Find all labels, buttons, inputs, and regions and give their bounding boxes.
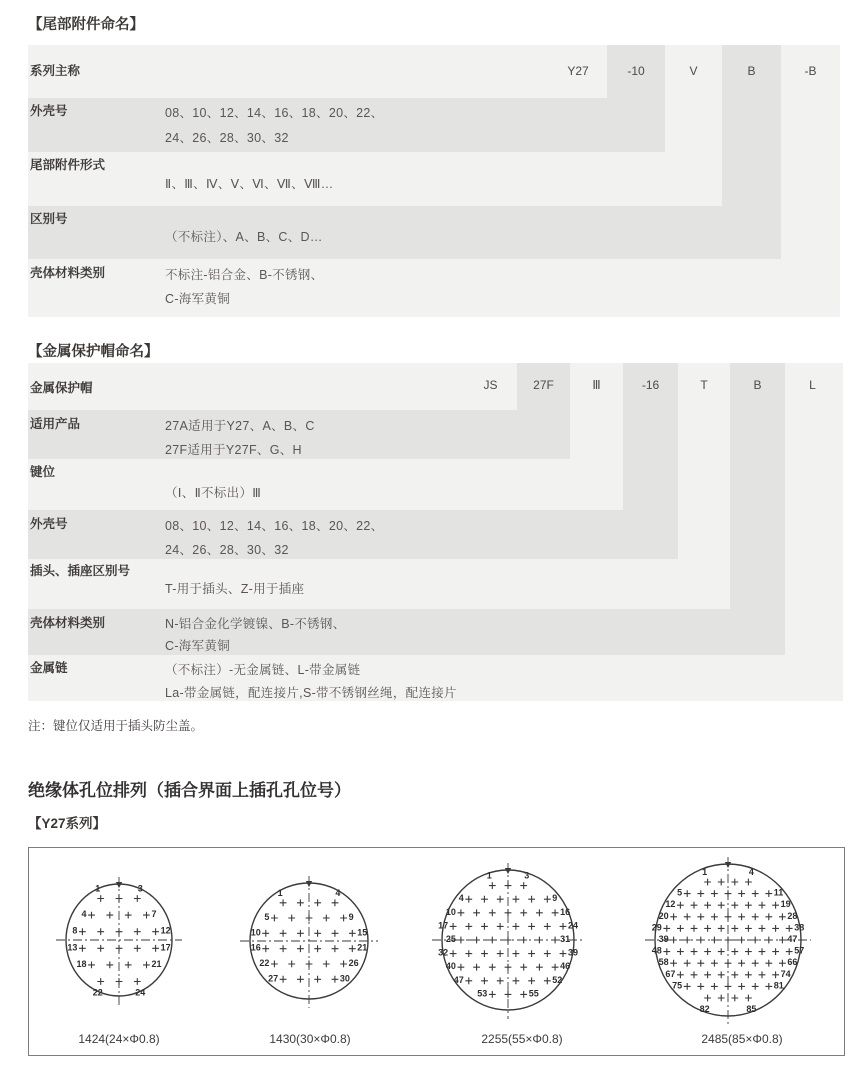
pin-number-label: 75 xyxy=(672,980,683,991)
pin-number-label: 1 xyxy=(95,883,101,894)
pin-number-label: 47 xyxy=(787,934,798,944)
connector-diagram-3 xyxy=(432,863,584,1019)
code-js: JS xyxy=(483,378,498,392)
keyway-marker-icon xyxy=(725,862,731,868)
pin-number-label: 13 xyxy=(67,942,78,953)
pinout-caption: 1430(30×Φ0.8) xyxy=(269,1032,351,1046)
pin-number-label: 57 xyxy=(794,945,805,956)
shade-row-material xyxy=(28,609,785,655)
pin-number-label: 29 xyxy=(651,922,662,933)
connector-diagram-1 xyxy=(56,877,182,1005)
pin-number-label: 47 xyxy=(453,974,464,985)
row-value-line: 24、26、28、30、32 xyxy=(165,543,289,557)
pin-number-label: 66 xyxy=(787,957,798,968)
row-label-distinction: 区别号 xyxy=(30,212,68,226)
row-label-plug-socket: 插头、插座区别号 xyxy=(30,564,131,578)
pin-number-label: 31 xyxy=(560,934,571,944)
row-value-line: C-海军黄铜 xyxy=(165,639,230,653)
row-value-line: T-用于插头、Z-用于插座 xyxy=(165,582,305,596)
pin-number-label: 27 xyxy=(268,973,279,984)
row-label-material: 壳体材料类别 xyxy=(30,616,106,630)
pin-number-label: 10 xyxy=(445,906,456,917)
pin-number-label: 9 xyxy=(552,893,558,904)
pin-number-label: 85 xyxy=(746,1004,757,1014)
row-label-key: 键位 xyxy=(30,465,56,479)
pin-number-label: 81 xyxy=(773,980,784,991)
keyway-marker-icon xyxy=(306,881,312,887)
row-label-cap: 金属保护帽 xyxy=(30,381,93,395)
pin-number-label: 55 xyxy=(528,988,539,999)
code-shell: -16 xyxy=(641,378,660,392)
pinout-caption: 2255(55×Φ0.8) xyxy=(481,1032,563,1046)
row-label-product: 适用产品 xyxy=(30,417,81,431)
row-value-line: （Ⅰ、Ⅱ不标出）Ⅲ xyxy=(165,486,262,500)
pin-number-label: 19 xyxy=(780,899,791,910)
pin-number-label: 53 xyxy=(477,988,488,999)
pin-number-label: 12 xyxy=(160,925,171,936)
row-value-line: （不标注）、A、B、C、D… xyxy=(165,230,323,244)
code-shell: -10 xyxy=(627,64,645,78)
pin-number-label: 8 xyxy=(72,925,78,936)
pin-number-label: 24 xyxy=(568,920,579,931)
pin-number-label: 74 xyxy=(780,968,791,979)
pin-number-label: 39 xyxy=(658,934,669,944)
pin-number-label: 52 xyxy=(552,974,563,985)
pin-number-label: 25 xyxy=(445,934,456,944)
row-label-chain: 金属链 xyxy=(30,661,68,675)
code-plug: T xyxy=(700,378,708,392)
pin-number-label: 21 xyxy=(151,958,162,969)
pin-number-label: 4 xyxy=(458,893,464,904)
row-label-shell: 外壳号 xyxy=(30,104,68,118)
code-chain: L xyxy=(809,378,816,392)
series-label: 【Y27系列】 xyxy=(28,816,107,831)
code-product: 27F xyxy=(533,378,554,392)
pin-number-label: 5 xyxy=(264,912,270,922)
row-label-series: 系列主称 xyxy=(30,64,81,78)
pin-number-label: 9 xyxy=(348,912,354,922)
pinout-panel xyxy=(28,847,845,1056)
code-material: -B xyxy=(804,64,817,78)
code-form: V xyxy=(689,64,698,78)
connector-diagram-4 xyxy=(645,857,811,1025)
pin-number-label: 11 xyxy=(773,887,784,898)
keyway-marker-icon xyxy=(116,882,122,888)
pin-number-label: 67 xyxy=(665,968,676,979)
pin-number-label: 3 xyxy=(524,870,530,881)
insulator-heading: 绝缘体孔位排列（插合界面上插孔孔位号） xyxy=(28,781,351,800)
connector-diagram-2 xyxy=(240,876,378,1008)
code-series: Y27 xyxy=(567,64,589,78)
keyway-marker-icon xyxy=(505,868,511,874)
row-value-line: C-海军黄铜 xyxy=(165,292,230,306)
row-value-line: La-带金属链，配连接片,S-带不锈钢丝绳，配连接片 xyxy=(165,686,457,700)
row-value-line: 08、10、12、14、16、18、20、22、 xyxy=(165,519,384,533)
pinout-diagrams xyxy=(29,848,844,1055)
pin-number-label: 1 xyxy=(277,887,283,898)
pin-number-label: 18 xyxy=(76,958,87,969)
pin-number-label: 24 xyxy=(135,987,146,998)
pin-number-label: 12 xyxy=(665,899,676,910)
row-value-line: （不标注）-无金属链、L-带金属链 xyxy=(165,663,361,677)
pin-number-label: 3 xyxy=(137,883,143,894)
pin-number-label: 22 xyxy=(92,987,103,998)
row-label-material: 壳体材料类别 xyxy=(30,266,106,280)
row-label-shell: 外壳号 xyxy=(30,517,68,531)
pin-number-label: 30 xyxy=(339,973,350,984)
pin-number-label: 4 xyxy=(748,867,754,877)
row-value-line: Ⅱ、Ⅲ、Ⅳ、Ⅴ、Ⅵ、Ⅶ、Ⅷ… xyxy=(165,177,334,191)
pin-number-label: 32 xyxy=(438,947,449,958)
pin-number-label: 26 xyxy=(348,958,359,968)
code-distinction: B xyxy=(747,64,756,78)
code-material: B xyxy=(753,378,762,392)
pin-number-label: 17 xyxy=(438,920,449,931)
row-label-form: 尾部附件形式 xyxy=(30,158,106,172)
pin-number-label: 5 xyxy=(677,887,683,898)
row-value-line: 27F适用于Y27F、G、H xyxy=(165,443,302,457)
note-text: 注：键位仅适用于插头防尘盖。 xyxy=(28,719,204,733)
pin-number-label: 21 xyxy=(357,942,368,953)
pin-number-label: 1 xyxy=(486,870,492,881)
pin-number-label: 28 xyxy=(787,910,798,921)
pin-number-label: 22 xyxy=(259,958,270,968)
pin-number-label: 17 xyxy=(160,942,171,953)
pin-number-label: 4 xyxy=(81,909,87,920)
pin-number-label: 4 xyxy=(335,887,341,898)
cap-naming-title: 【金属保护帽命名】 xyxy=(28,344,159,360)
row-value-line: 08、10、12、14、16、18、20、22、 xyxy=(165,106,384,120)
cap-naming-table xyxy=(28,363,843,701)
pin-number-label: 40 xyxy=(445,961,456,972)
row-value-line: 不标注-铝合金、B-不锈钢、 xyxy=(165,268,324,282)
row-value-line: 27A适用于Y27、A、B、C xyxy=(165,419,315,433)
pin-number-label: 38 xyxy=(794,922,805,933)
pin-number-label: 48 xyxy=(651,945,662,956)
pin-number-label: 82 xyxy=(699,1004,710,1014)
pin-number-label: 15 xyxy=(357,927,368,938)
tail-naming-table xyxy=(28,45,840,317)
pin-number-label: 20 xyxy=(658,910,669,921)
row-value-line: 24、26、28、30、32 xyxy=(165,131,289,145)
shade-row-distinction xyxy=(28,206,781,259)
code-key: Ⅲ xyxy=(592,378,601,392)
pin-number-label: 1 xyxy=(702,867,708,877)
pin-number-label: 46 xyxy=(560,961,571,972)
pin-number-label: 10 xyxy=(250,927,261,938)
pinout-caption: 2485(85×Φ0.8) xyxy=(701,1032,783,1046)
pinout-caption: 1424(24×Φ0.8) xyxy=(78,1032,160,1046)
pin-number-label: 58 xyxy=(658,957,669,968)
pin-number-label: 39 xyxy=(568,947,579,958)
pin-number-label: 16 xyxy=(560,906,571,917)
pin-number-label: 16 xyxy=(250,942,261,953)
row-value-line: N-铝合金化学镀镍、B-不锈钢、 xyxy=(165,617,346,631)
pin-number-label: 7 xyxy=(151,909,157,920)
tail-naming-title: 【尾部附件命名】 xyxy=(28,17,144,33)
